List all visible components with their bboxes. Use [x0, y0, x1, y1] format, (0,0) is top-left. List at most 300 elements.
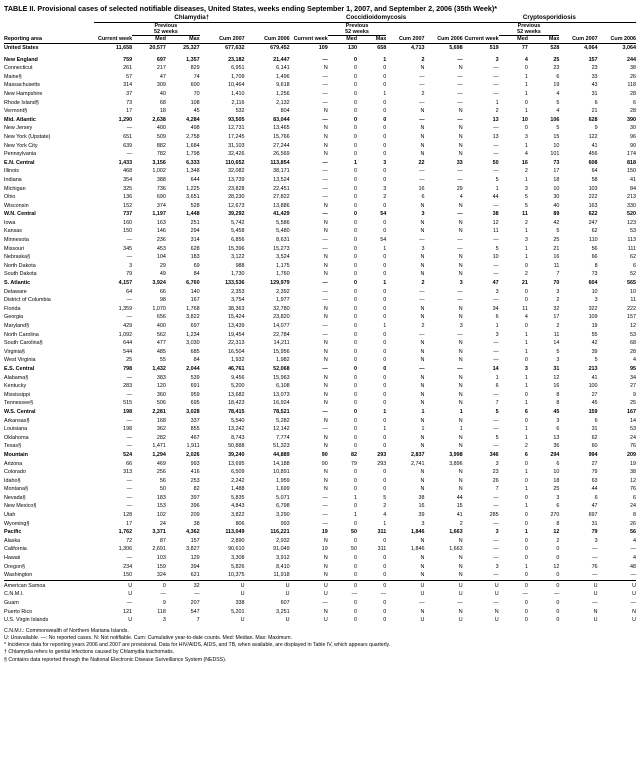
- cell: 103: [156, 555, 166, 562]
- cell: 30: [553, 194, 560, 201]
- cell: 0: [524, 617, 528, 624]
- cell: —: [322, 211, 328, 218]
- cell: N: [458, 434, 463, 441]
- cell: —: [493, 82, 499, 89]
- cell: 26: [630, 73, 636, 80]
- cell: 31: [553, 365, 560, 372]
- cell: 0: [383, 555, 387, 562]
- cell: 7: [495, 400, 499, 407]
- row-area-label: Colorado: [4, 469, 26, 476]
- cell: 0: [383, 202, 387, 209]
- cell: 0: [383, 219, 387, 226]
- cell: 528: [190, 202, 200, 209]
- table-row: [4, 451, 636, 460]
- cell: 3: [594, 297, 598, 304]
- col-cum2007-2: Cum 2007: [386, 36, 424, 44]
- cell: 0: [354, 486, 358, 493]
- cell: N: [458, 417, 463, 424]
- cell: —: [457, 82, 463, 89]
- cell: 0: [354, 408, 358, 415]
- cell: 12: [553, 529, 560, 536]
- cell: —: [493, 340, 499, 347]
- cell: 0: [383, 374, 387, 381]
- cell: 0: [354, 116, 358, 123]
- cell: 0: [354, 228, 358, 235]
- cell: U: [494, 582, 499, 589]
- cell: 0: [556, 608, 560, 615]
- table-row: [4, 73, 636, 82]
- cell: 130: [348, 45, 358, 51]
- cell: 76: [591, 563, 598, 570]
- cell: U: [494, 617, 499, 624]
- cell: 27: [591, 391, 598, 398]
- table-row: [4, 485, 636, 494]
- cell: —: [126, 254, 133, 261]
- cell: 651: [123, 133, 133, 140]
- cell: N: [323, 314, 328, 321]
- cell: 157: [588, 56, 598, 63]
- cell: 3,822: [186, 314, 200, 321]
- cell: 21: [553, 245, 560, 252]
- cell: 23,828: [228, 185, 245, 192]
- cell: 12: [553, 374, 560, 381]
- cell: 5: [524, 202, 528, 209]
- cell: N: [458, 469, 463, 476]
- cell: N: [458, 555, 463, 562]
- cell: 9: [633, 391, 636, 398]
- cell: 84: [193, 271, 200, 278]
- cell: —: [493, 391, 499, 398]
- cell: 6: [633, 99, 636, 106]
- cell: 96: [630, 133, 636, 140]
- cell: 16: [553, 254, 560, 261]
- cell: 314: [190, 237, 200, 244]
- cell: 0: [383, 572, 387, 579]
- cell: U: [323, 582, 328, 589]
- cell: 658: [377, 45, 387, 51]
- cell: 1,410: [231, 90, 245, 97]
- cell: 2: [556, 323, 560, 329]
- cell: 32,780: [273, 305, 290, 312]
- cell: 1: [524, 73, 528, 80]
- cell: 1: [495, 185, 499, 192]
- cell: 93,505: [228, 116, 245, 123]
- cell: 159: [588, 408, 598, 415]
- cell: 14,077: [273, 323, 290, 329]
- cell: 1,433: [118, 159, 133, 166]
- cell: 23,820: [273, 314, 290, 321]
- cell: 5: [495, 434, 499, 441]
- cell: 1: [524, 374, 528, 381]
- cell: —: [126, 503, 133, 510]
- cell: —: [322, 168, 328, 175]
- cell: 0: [383, 125, 387, 132]
- cell: 17,245: [228, 133, 245, 140]
- table-row: [4, 616, 636, 625]
- cell: N: [420, 391, 425, 398]
- cell: N: [420, 383, 425, 390]
- cell: 209: [190, 512, 200, 519]
- cell: —: [126, 477, 133, 484]
- cell: 3: [556, 494, 560, 501]
- cell: 38: [630, 469, 636, 476]
- cell: —: [457, 99, 463, 106]
- cell: 3,924: [152, 280, 166, 287]
- cell: 183: [190, 254, 200, 261]
- cell: 1: [354, 494, 358, 501]
- cell: 3: [495, 288, 499, 295]
- cell: 17: [553, 314, 560, 321]
- cell: —: [126, 374, 133, 381]
- cell: 4,157: [118, 280, 133, 287]
- cell: 157: [627, 314, 636, 321]
- cell: 0: [354, 469, 358, 476]
- cell: —: [457, 168, 463, 175]
- cell: 396: [190, 503, 200, 510]
- cell: 25: [553, 56, 560, 63]
- cell: 7: [196, 617, 200, 624]
- col-cum2007-3: Cum 2007: [559, 36, 597, 44]
- footnote-0: C.N.M.I.: Commonwealth of Northern Mariana Islands.: [4, 627, 129, 634]
- cell: 1: [383, 323, 387, 329]
- cell: 0: [383, 151, 387, 158]
- cell: —: [493, 520, 499, 527]
- cell: 24: [159, 520, 166, 527]
- cell: —: [493, 73, 499, 80]
- cell: 5,201: [231, 608, 245, 615]
- cell: 345: [123, 245, 133, 252]
- cell: 69: [193, 262, 200, 269]
- cell: 213: [627, 194, 636, 201]
- cell: —: [160, 591, 166, 598]
- cell: 153: [156, 503, 166, 510]
- cell: 456: [588, 151, 598, 158]
- cell: 0: [162, 582, 166, 589]
- cell: 1: [383, 90, 387, 97]
- cell: 644: [190, 176, 200, 183]
- cell: 41: [456, 512, 463, 519]
- cell: 818: [627, 159, 636, 166]
- table-row: [4, 460, 636, 469]
- cell: 0: [524, 608, 528, 615]
- row-area-label: Texas§: [4, 443, 22, 450]
- cell: —: [457, 288, 463, 295]
- cell: —: [493, 426, 499, 433]
- row-area-label: New Jersey: [4, 125, 33, 132]
- cell: 15,963: [273, 374, 290, 381]
- cell: N: [458, 125, 463, 132]
- cell: 0: [383, 65, 387, 72]
- cell: 40: [159, 90, 166, 97]
- cell: 10,464: [228, 82, 245, 89]
- cell: 0: [383, 176, 387, 183]
- cell: 14: [492, 365, 499, 372]
- cell: 110: [588, 237, 598, 244]
- table-row: [4, 608, 636, 617]
- cell: 118: [157, 608, 166, 615]
- cell: 12: [630, 477, 636, 484]
- cell: 1: [383, 408, 387, 415]
- row-area-label: Florida: [4, 305, 21, 312]
- cell: 1,348: [186, 168, 200, 175]
- col-current-week-2: Current week: [290, 36, 328, 44]
- cell: 17: [553, 168, 560, 175]
- cell: 150: [627, 168, 636, 175]
- cell: U: [458, 617, 463, 624]
- cell: 30: [630, 125, 636, 132]
- cell: 6,141: [276, 65, 290, 72]
- cell: 23: [553, 65, 560, 72]
- cell: 56: [630, 529, 636, 536]
- cell: N: [494, 608, 499, 615]
- cell: N: [323, 434, 328, 441]
- cell: 2,026: [186, 451, 200, 458]
- cell: 1: [421, 408, 425, 415]
- cell: 1: [421, 426, 425, 433]
- cell: 1,357: [186, 56, 200, 63]
- cell: 60: [591, 443, 598, 450]
- cell: N: [458, 219, 463, 226]
- cell: 2: [421, 323, 425, 329]
- table-row: [4, 64, 636, 73]
- cell: 13,439: [228, 323, 245, 329]
- cell: 798: [123, 365, 133, 372]
- cell: 0: [354, 340, 358, 347]
- cell: 3: [524, 237, 528, 244]
- cell: U: [593, 617, 598, 624]
- cell: 3,524: [276, 254, 290, 261]
- cell: 485: [156, 348, 166, 355]
- cell: 87: [159, 537, 166, 544]
- cell: 261: [123, 65, 133, 72]
- cell: 565: [627, 280, 636, 287]
- cell: 38: [492, 211, 499, 218]
- cell: 0: [354, 245, 358, 252]
- cell: 82: [351, 451, 358, 458]
- cell: 23: [591, 65, 598, 72]
- cell: N: [458, 314, 463, 321]
- cell: 0: [383, 434, 387, 441]
- cell: —: [322, 288, 328, 295]
- row-area-label: Oklahoma: [4, 434, 29, 441]
- cell: 110,652: [225, 159, 245, 166]
- cell: 66: [126, 460, 133, 467]
- cell: 0: [524, 512, 528, 519]
- cell: 0: [383, 400, 387, 407]
- cell: 0: [354, 65, 358, 72]
- cell: 247: [588, 219, 598, 226]
- cell: N: [323, 374, 328, 381]
- cell: 33: [456, 159, 463, 166]
- previous-label-3: Previous: [517, 23, 541, 29]
- cell: 0: [524, 600, 528, 606]
- cell: 0: [354, 90, 358, 97]
- cell: 2,044: [186, 365, 200, 372]
- row-area-label: Utah: [4, 512, 16, 519]
- cell: 0: [354, 400, 358, 407]
- cell: 0: [354, 133, 358, 140]
- cell: 0: [556, 600, 560, 606]
- cell: N: [323, 572, 328, 579]
- cell: 10: [521, 116, 528, 123]
- cell: 2: [524, 271, 528, 278]
- cell: 1: [524, 254, 528, 261]
- cell: 621: [190, 572, 200, 579]
- cell: 4: [556, 108, 560, 115]
- cell: 5,540: [231, 417, 245, 424]
- cell: 11: [522, 211, 528, 218]
- cell: 804: [280, 108, 290, 115]
- cell: 697: [156, 56, 166, 63]
- cell: 0: [354, 142, 358, 149]
- cell: 102: [156, 512, 166, 519]
- row-area-label: W.N. Central: [4, 211, 36, 218]
- cell: 0: [383, 305, 387, 312]
- cell: 5,586: [276, 219, 290, 226]
- cell: 2,758: [186, 133, 200, 140]
- cell: N: [420, 555, 425, 562]
- cell: 8: [556, 391, 560, 398]
- cell: 0: [354, 125, 358, 132]
- cell: 1: [524, 228, 528, 235]
- cell: 0: [354, 202, 358, 209]
- weeks52-label-2: 52 weeks: [328, 29, 386, 36]
- row-area-label: Mountain: [4, 451, 28, 458]
- cell: 50,888: [228, 443, 245, 450]
- cell: 0: [354, 271, 358, 278]
- table-row: [4, 348, 636, 357]
- cell: 18: [159, 108, 166, 115]
- cell: N: [420, 348, 425, 355]
- cell: —: [126, 297, 133, 304]
- table-row: [4, 227, 636, 236]
- cell: —: [126, 151, 133, 158]
- cell: 32: [193, 582, 200, 589]
- cell: 55: [159, 357, 166, 364]
- cell: N: [420, 262, 425, 269]
- cell: —: [630, 572, 636, 579]
- cell: 14: [630, 417, 636, 424]
- cell: 1: [383, 56, 387, 63]
- cell: 16: [553, 383, 560, 390]
- table-row: [4, 81, 636, 90]
- cell: 11,918: [273, 572, 290, 579]
- cell: 0: [354, 82, 358, 89]
- cell: 1: [354, 512, 358, 519]
- cell: 73: [126, 99, 133, 106]
- cell: 167: [190, 297, 200, 304]
- cell: 26: [630, 520, 636, 527]
- cell: 294: [550, 451, 560, 458]
- cell: 0: [383, 116, 387, 123]
- cell: 293: [377, 451, 387, 458]
- cell: 27,822: [273, 194, 290, 201]
- cell: 0: [354, 151, 358, 158]
- cell: 198: [123, 408, 133, 415]
- cell: N: [420, 400, 425, 407]
- cell: N: [323, 228, 328, 235]
- cell: U: [128, 591, 133, 598]
- cell: 73: [591, 271, 598, 278]
- cell: 1: [383, 280, 387, 287]
- cell: 33: [591, 73, 598, 80]
- cell: 337: [190, 417, 200, 424]
- row-area-label: E.N. Central: [4, 159, 35, 166]
- cell: 53: [630, 426, 636, 433]
- cell: 5: [556, 125, 560, 132]
- cell: 79: [591, 469, 598, 476]
- cell: 6: [524, 408, 528, 415]
- table-row: [4, 202, 636, 211]
- cell: 0: [383, 443, 387, 450]
- cell: 0: [383, 383, 387, 390]
- table-row: [4, 356, 636, 365]
- cell: U: [128, 582, 133, 589]
- cell: 324: [156, 572, 166, 579]
- cell: 959: [190, 391, 200, 398]
- cell: 100: [588, 383, 598, 390]
- cell: 1: [524, 529, 528, 536]
- cell: 0: [383, 477, 387, 484]
- cell: 118: [627, 82, 636, 89]
- cell: 360: [156, 391, 166, 398]
- cell: —: [322, 280, 328, 287]
- cell: —: [493, 262, 499, 269]
- cell: —: [322, 116, 328, 123]
- cell: —: [493, 572, 499, 579]
- row-area-label: Mississippi: [4, 391, 31, 398]
- cell: 0: [524, 546, 528, 553]
- cell: —: [493, 142, 499, 149]
- cell: N: [323, 555, 328, 562]
- cell: 57: [126, 73, 133, 80]
- cell: N: [420, 374, 425, 381]
- cell: 113: [627, 237, 636, 244]
- cell: —: [493, 503, 499, 510]
- row-area-label: Wyoming§: [4, 520, 30, 527]
- cell: 79: [591, 529, 598, 536]
- cell: —: [322, 159, 328, 166]
- cell: 11: [553, 262, 560, 269]
- table-row: [4, 468, 636, 477]
- cell: —: [457, 56, 463, 63]
- cell: N: [458, 572, 463, 579]
- cell: 2: [421, 280, 425, 287]
- cell: 1: [524, 486, 528, 493]
- cell: N: [323, 142, 328, 149]
- cell: 16: [521, 159, 528, 166]
- cell: 311: [377, 529, 387, 536]
- cell: 27,244: [273, 142, 290, 149]
- cell: 3: [495, 56, 499, 63]
- row-area-label: Illinois: [4, 168, 19, 175]
- row-area-label: Rhode Island§: [4, 99, 39, 106]
- cell: 314: [123, 82, 133, 89]
- cell: N: [458, 151, 463, 158]
- cell: 3: [162, 617, 166, 624]
- cell: —: [322, 600, 328, 606]
- cell: N: [420, 65, 425, 72]
- cell: 2,392: [276, 288, 290, 295]
- cell: U: [285, 582, 290, 589]
- row-area-label: New York City: [4, 142, 38, 149]
- table-row: [4, 279, 636, 288]
- cell: U: [240, 591, 245, 598]
- cell: 0: [354, 280, 358, 287]
- cell: 6: [594, 494, 598, 501]
- table-row: [4, 408, 636, 417]
- cell: —: [493, 537, 499, 544]
